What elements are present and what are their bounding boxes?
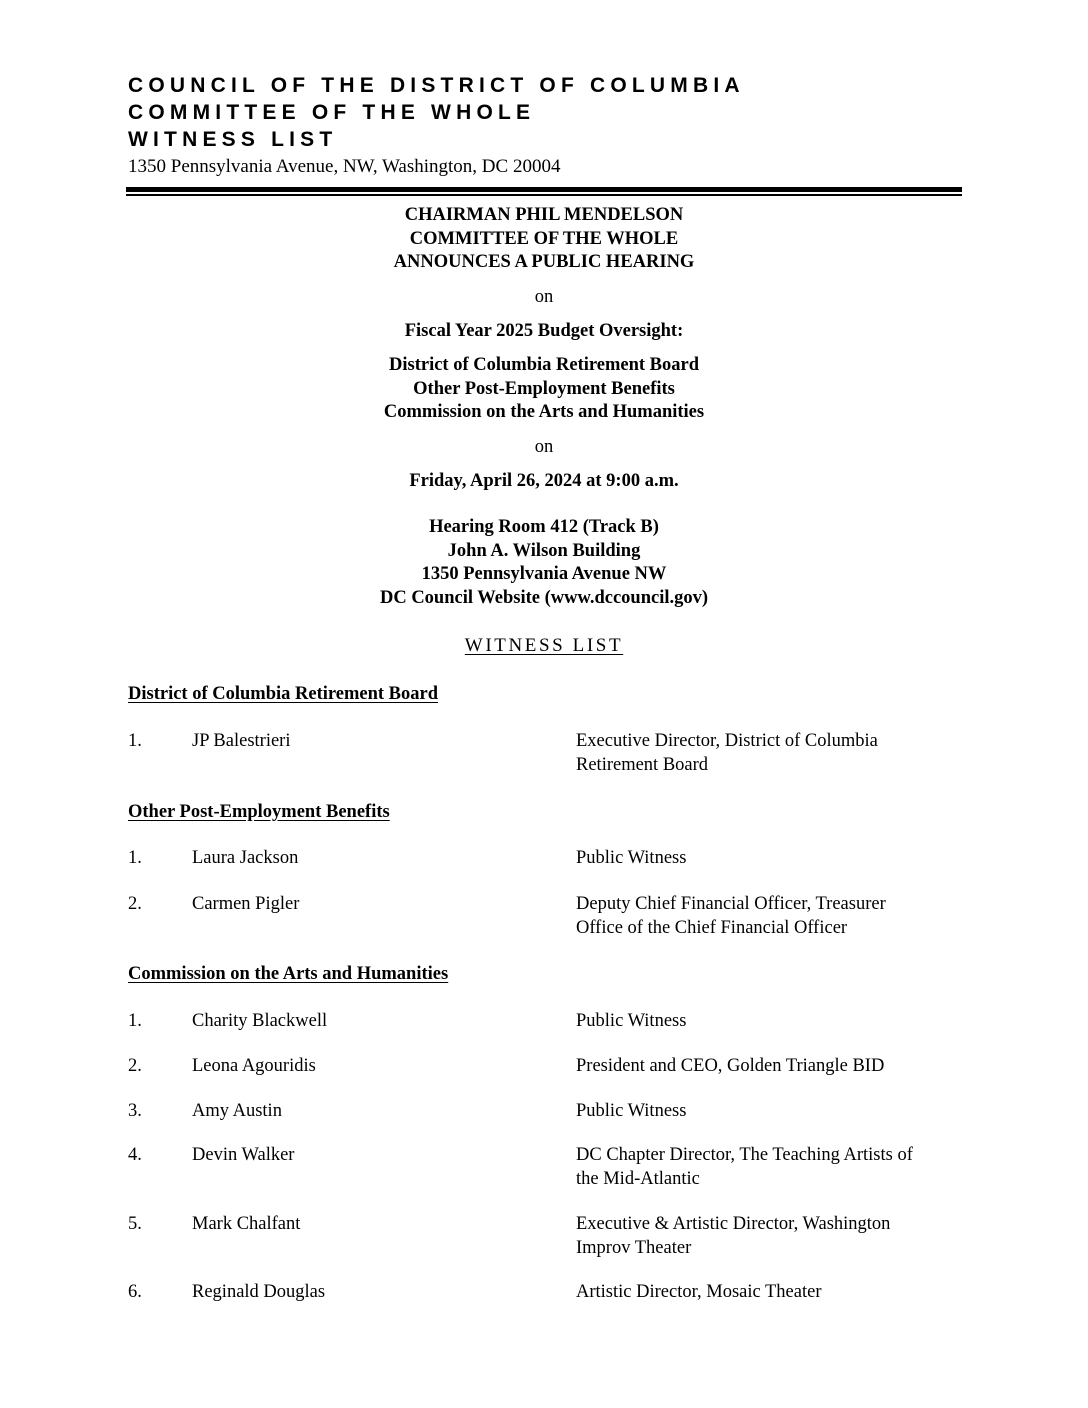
witness-title [576,1281,964,1305]
witness-title-line: Improv Theater [576,1237,692,1258]
committee-line: COMMITTEE OF THE WHOLE [409,228,679,249]
document-type: WITNESS LIST [128,128,338,151]
witness-title-line: Executive & Artistic Director, Washington [576,1214,891,1234]
witness-title-line: Deputy Chief Financial Officer, Treasurer [576,894,886,914]
witness-title-line: Retirement Board [576,754,709,775]
witness-number: 2. [128,1056,142,1076]
council-name: COUNCIL OF THE DISTRICT OF COLUMBIA [128,74,745,97]
section-title: District of Columbia Retirement Board [128,684,438,704]
witness-title [576,1100,964,1124]
agency-opeb: Other Post-Employment Benefits [413,378,675,399]
on-text [126,286,962,310]
witness-name: Devin Walker [192,1145,295,1165]
hearing-subject [126,320,962,344]
witness-number: 1. [128,848,142,868]
location-website: DC Council Website (www.dccouncil.gov) [379,587,709,608]
location-address: 1350 Pennsylvania Avenue NW [421,564,667,584]
witness-number: 1. [128,1011,142,1031]
witness-title [576,1144,964,1191]
witness-number: 6. [128,1282,142,1302]
witness-title [576,1213,964,1260]
witness-list-heading [126,634,962,658]
location-room: Hearing Room 412 (Track B) [429,517,659,537]
witness-name: JP Balestrieri [192,731,291,751]
witness-title-line: DC Chapter Director, The Teaching Artists of [576,1145,913,1165]
witness-name: Charity Blackwell [192,1011,328,1031]
witness-number: 5. [128,1214,142,1234]
witness-title [576,1055,964,1079]
witness-name: Amy Austin [192,1101,282,1121]
location-building: John A. Wilson Building [447,540,641,561]
section-title: Commission on the Arts and Humanities [128,964,449,984]
witness-name: Laura Jackson [192,848,299,868]
subject-line: Fiscal Year 2025 Budget Oversight: [404,321,684,341]
agency-retirement-board: District of Columbia Retirement Board [389,355,699,375]
witness-number: 1. [128,731,142,751]
announces-line: ANNOUNCES A PUBLIC HEARING [393,252,695,272]
hearing-datetime [126,470,962,494]
witness-title-line: the Mid-Atlantic [576,1168,700,1189]
witness-title [576,1010,964,1034]
witness-title [576,847,964,871]
section-title: Other Post-Employment Benefits [128,802,390,822]
agency-arts-humanities: Commission on the Arts and Humanities [383,402,705,422]
witness-title-line: Public Witness [576,848,687,868]
datetime-line: Friday, April 26, 2024 at 9:00 a.m. [409,471,679,491]
witness-title-line: Executive Director, District of Columbia [576,731,878,751]
committee-name: COMMITTEE OF THE WHOLE [128,101,536,124]
witness-title [576,893,964,940]
witness-number: 3. [128,1101,142,1121]
witness-name: Mark Chalfant [192,1214,301,1234]
witness-title-line: Artistic Director, Mosaic Theater [576,1282,822,1302]
agency-list [126,354,962,425]
witness-name: Leona Agouridis [192,1056,316,1076]
on-label-2: on [534,437,554,457]
witness-name: Carmen Pigler [192,894,300,914]
witness-number: 4. [128,1145,142,1165]
on-text-2 [126,436,962,460]
witness-list-heading-text: WITNESS LIST [464,635,624,656]
witness-title-line: President and CEO, Golden Triangle BID [576,1056,885,1076]
witness-title-line: Office of the Chief Financial Officer [576,917,848,938]
hearing-location [126,516,962,610]
header-rule-thick [126,187,962,192]
council-address: 1350 Pennsylvania Avenue, NW, Washington, DC 20004 [128,156,561,177]
witness-title [576,730,964,777]
on-label: on [534,287,554,307]
hearing-announcement [126,204,962,275]
letterhead [128,72,745,180]
witness-number: 2. [128,894,142,914]
witness-title-line: Public Witness [576,1011,687,1031]
chairman-line: CHAIRMAN PHIL MENDELSON [404,205,684,225]
witness-name: Reginald Douglas [192,1282,326,1302]
witness-title-line: Public Witness [576,1101,687,1121]
header-rule-thin [126,194,962,196]
